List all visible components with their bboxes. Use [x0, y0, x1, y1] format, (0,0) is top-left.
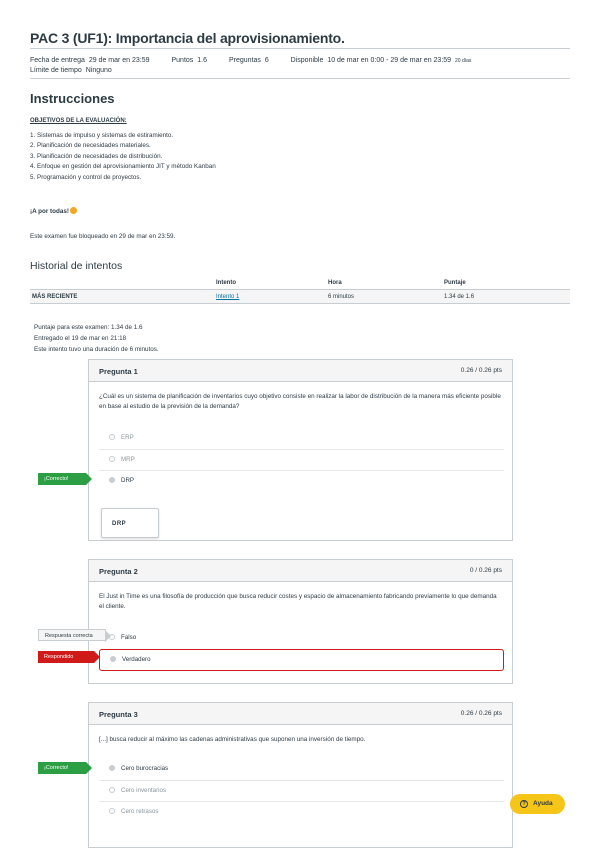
bubble-text: DRP [112, 521, 127, 527]
objective-item: 5. Programación y control de proyectos. [30, 173, 142, 181]
help-button[interactable] [510, 794, 565, 814]
available-label: Disponible [290, 57, 324, 64]
col-header-attempt: Intento [216, 280, 236, 286]
submitted-line: Entregado el 19 de mar en 21:18 [34, 335, 127, 342]
available-value: 10 de mar en 0:00 - 29 de mar en 23:59 [327, 57, 452, 64]
history-table [30, 276, 570, 304]
question-card [88, 559, 513, 684]
answered-tag: Respondido [38, 651, 94, 663]
answer-label: Verdadero [122, 656, 151, 663]
help-label: Ayuda [533, 800, 553, 807]
radio-icon[interactable] [110, 656, 116, 662]
answer-label: Cero burocracias [121, 765, 169, 772]
correct-answer-tag: Respuesta correcta [38, 629, 106, 641]
question-points: 0.26 / 0.26 pts [460, 710, 502, 717]
objectives-list [30, 131, 216, 183]
divider [30, 48, 570, 49]
question-text: ¿Cuál es un sistema de planificación de inventarios cuyo objetivo consiste en realizar la labor de distribución de la manera más eficiente posible en base al estudio de la previsión de la demanda? [99, 393, 501, 410]
question-text: [...] busca reducir al máximo las cadenas administrativas que suponen una inversión de tiempo. [99, 736, 366, 743]
answer-label: Cero inventarios [121, 787, 167, 794]
radio-icon[interactable] [109, 765, 115, 771]
question-card [88, 702, 513, 848]
objective-item: 2. Planificación de necesidades materiales. [30, 142, 151, 150]
duration-line: Este intento tuvo una duración de 6 minutos. [34, 346, 159, 353]
answer-label: MRP [121, 456, 135, 463]
question-points: 0 / 0.26 pts [469, 567, 502, 574]
instructions-heading: Instrucciones [30, 91, 115, 106]
locked-text: Este examen fue bloqueado en 29 de mar en 23:59. [30, 233, 176, 240]
answer-option[interactable] [99, 649, 504, 671]
objective-item: 1. Sistemas de impulso y sistemas de estiramiento. [30, 132, 174, 139]
answer-comment-bubble [101, 508, 159, 538]
question-header [89, 703, 512, 725]
answer-label: Cero retrasos [121, 808, 159, 815]
cheer-text [30, 207, 77, 215]
answer-label: Falso [121, 634, 137, 641]
answer-option[interactable] [99, 428, 504, 448]
answer-option[interactable] [99, 449, 504, 469]
radio-icon[interactable] [109, 477, 115, 483]
objective-item: 4. Enfoque en gestión del aprovisionamiento JIT y método Kanban [30, 163, 216, 171]
questions-value: 6 [264, 57, 269, 64]
radio-icon[interactable] [109, 434, 115, 440]
question-header [89, 560, 512, 582]
question-text: El Just in Time es una filosofía de producción que busca reducir costes y espacio de almacenamiento fabricando previamente lo que demanda el cliente. [99, 593, 497, 610]
question-header [89, 360, 512, 382]
objective-item: 3. Planificación de necesidades de distribución. [30, 152, 163, 160]
correct-tag: ¡Correcto! [38, 762, 86, 774]
smile-icon [70, 207, 77, 214]
question-card [88, 359, 513, 541]
history-heading: Historial de intentos [30, 260, 123, 272]
attempt-time: 6 minutos [328, 294, 355, 300]
objectives-heading: OBJETIVOS DE LA EVALUACIÓN: [30, 118, 127, 124]
questions-label: Preguntas [228, 57, 261, 64]
answer-label: DRP [121, 477, 135, 484]
cheer-label: ¡A por todas! [30, 208, 69, 215]
page-title: PAC 3 (UF1): Importancia del aprovisionamiento. [30, 30, 345, 46]
answer-label: ERP [121, 434, 134, 441]
score-line: Puntaje para este examen: 1.34 de 1.6 [34, 324, 143, 331]
points-value: 1.6 [197, 57, 207, 64]
points-label: Puntos [171, 57, 194, 64]
answer-option[interactable] [99, 628, 504, 648]
due-value: 29 de mar en 23:59 [88, 57, 150, 64]
due-label: Fecha de entrega [30, 57, 85, 64]
attempt-link[interactable]: Intento 1 [216, 294, 240, 300]
question-title: Pregunta 2 [99, 567, 138, 576]
time-limit-label: Límite de tiempo [30, 67, 82, 74]
radio-icon[interactable] [109, 456, 115, 462]
question-title: Pregunta 1 [99, 367, 138, 376]
row-label: MÁS RECIENTE [32, 294, 78, 300]
answer-option[interactable] [99, 801, 504, 821]
radio-icon[interactable] [109, 787, 115, 793]
time-limit-value: Ninguno [85, 67, 112, 74]
score-summary [34, 322, 159, 355]
table-row [30, 290, 570, 304]
col-header-time: Hora [328, 280, 342, 286]
answer-option[interactable] [99, 470, 504, 490]
col-header-score: Puntaje [444, 280, 466, 286]
correct-tag: ¡Correcto! [38, 473, 86, 485]
answer-option[interactable] [99, 780, 504, 800]
radio-icon[interactable] [109, 808, 115, 814]
help-icon: ? [520, 800, 528, 808]
question-points: 0.26 / 0.26 pts [460, 367, 502, 374]
divider [30, 78, 570, 79]
quiz-meta [30, 56, 471, 76]
attempt-score: 1.34 de 1.6 [444, 294, 475, 300]
available-days: 20 días [455, 58, 472, 64]
question-title: Pregunta 3 [99, 710, 138, 719]
history-header-row [30, 276, 570, 290]
answer-option[interactable] [99, 759, 504, 779]
